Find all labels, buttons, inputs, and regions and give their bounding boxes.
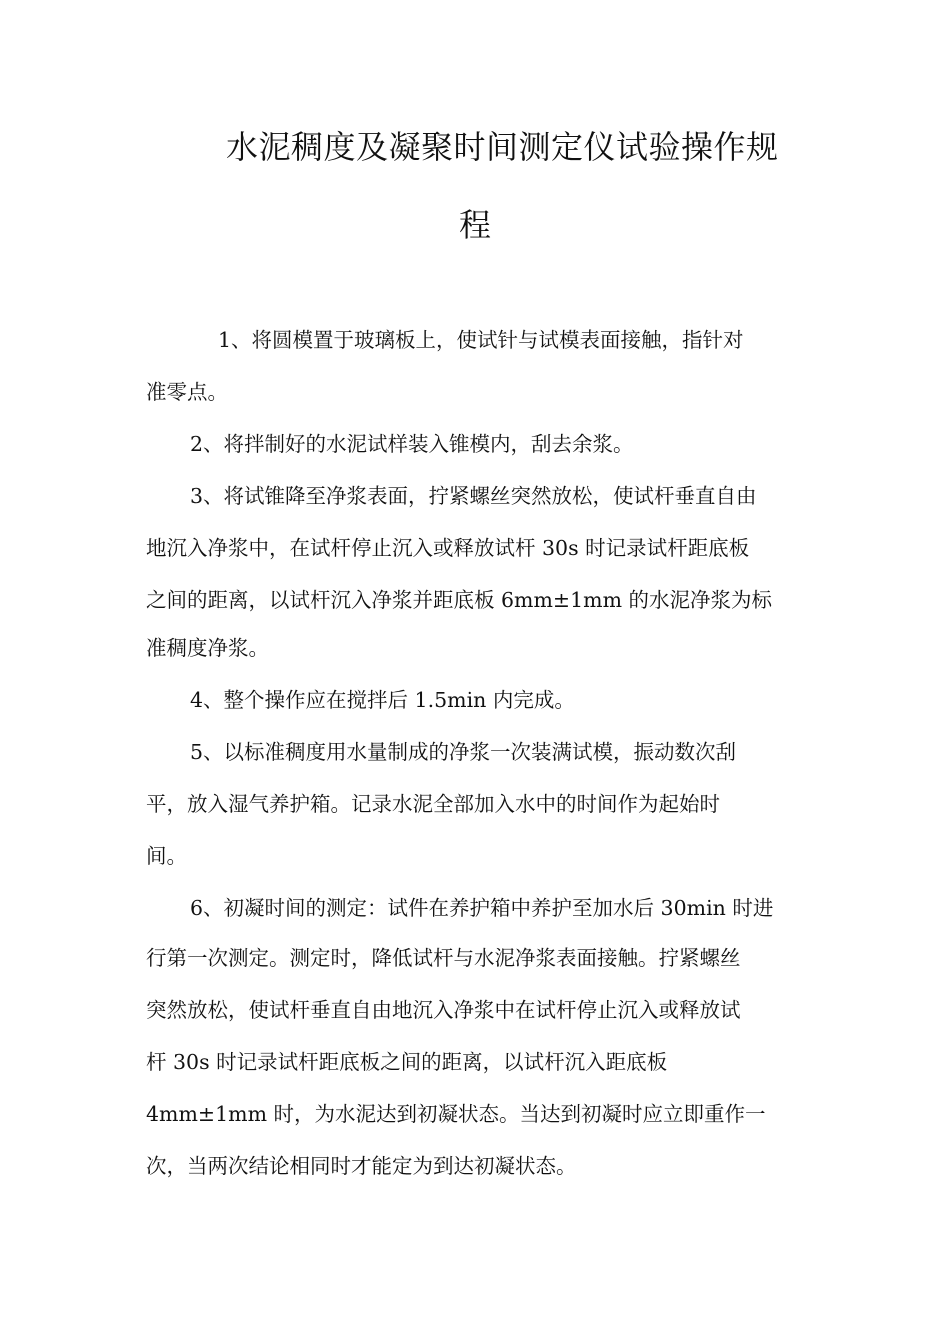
paragraph-3-line-2: 地沉入净浆中，在试杆停止沉入或释放试杆 30s 时记录试杆距底板	[146, 536, 750, 560]
paragraph-6-line-1: 6、初凝时间的测定：试件在养护箱中养护至加水后 30min 时进	[190, 896, 774, 920]
paragraph-2-line-1: 2、将拌制好的水泥试样装入锥模内，刮去余浆。	[190, 432, 634, 456]
document-title-line-2: 程	[459, 206, 492, 244]
paragraph-1-line-1: 1、将圆模置于玻璃板上，使试针与试模表面接触，指针对	[218, 328, 744, 352]
paragraph-1-line-2: 准零点。	[146, 380, 228, 404]
document-title-line-1: 水泥稠度及凝聚时间测定仪试验操作规	[226, 128, 779, 166]
paragraph-3-line-4: 准稠度净浆。	[146, 636, 269, 660]
paragraph-6-line-2: 行第一次测定。测定时，降低试杆与水泥净浆表面接触。拧紧螺丝	[146, 946, 741, 970]
paragraph-6-line-4: 杆 30s 时记录试杆距底板之间的距离，以试杆沉入距底板	[146, 1050, 668, 1074]
paragraph-4-line-1: 4、整个操作应在搅拌后 1.5min 内完成。	[190, 688, 575, 712]
paragraph-5-line-2: 平，放入湿气养护箱。记录水泥全部加入水中的时间作为起始时	[146, 792, 720, 816]
paragraph-6-line-3: 突然放松，使试杆垂直自由地沉入净浆中在试杆停止沉入或释放试	[146, 998, 741, 1022]
paragraph-6-line-5: 4mm±1mm 时，为水泥达到初凝状态。当达到初凝时应立即重作一	[146, 1102, 766, 1126]
paragraph-6-line-6: 次，当两次结论相同时才能定为到达初凝状态。	[146, 1154, 577, 1178]
paragraph-3-line-1: 3、将试锥降至净浆表面，拧紧螺丝突然放松，使试杆垂直自由	[190, 484, 757, 508]
paragraph-5-line-1: 5、以标准稠度用水量制成的净浆一次装满试模，振动数次刮	[190, 740, 737, 764]
paragraph-5-line-3: 间。	[146, 844, 187, 868]
paragraph-3-line-3: 之间的距离，以试杆沉入净浆并距底板 6mm±1mm 的水泥净浆为标	[146, 588, 773, 612]
